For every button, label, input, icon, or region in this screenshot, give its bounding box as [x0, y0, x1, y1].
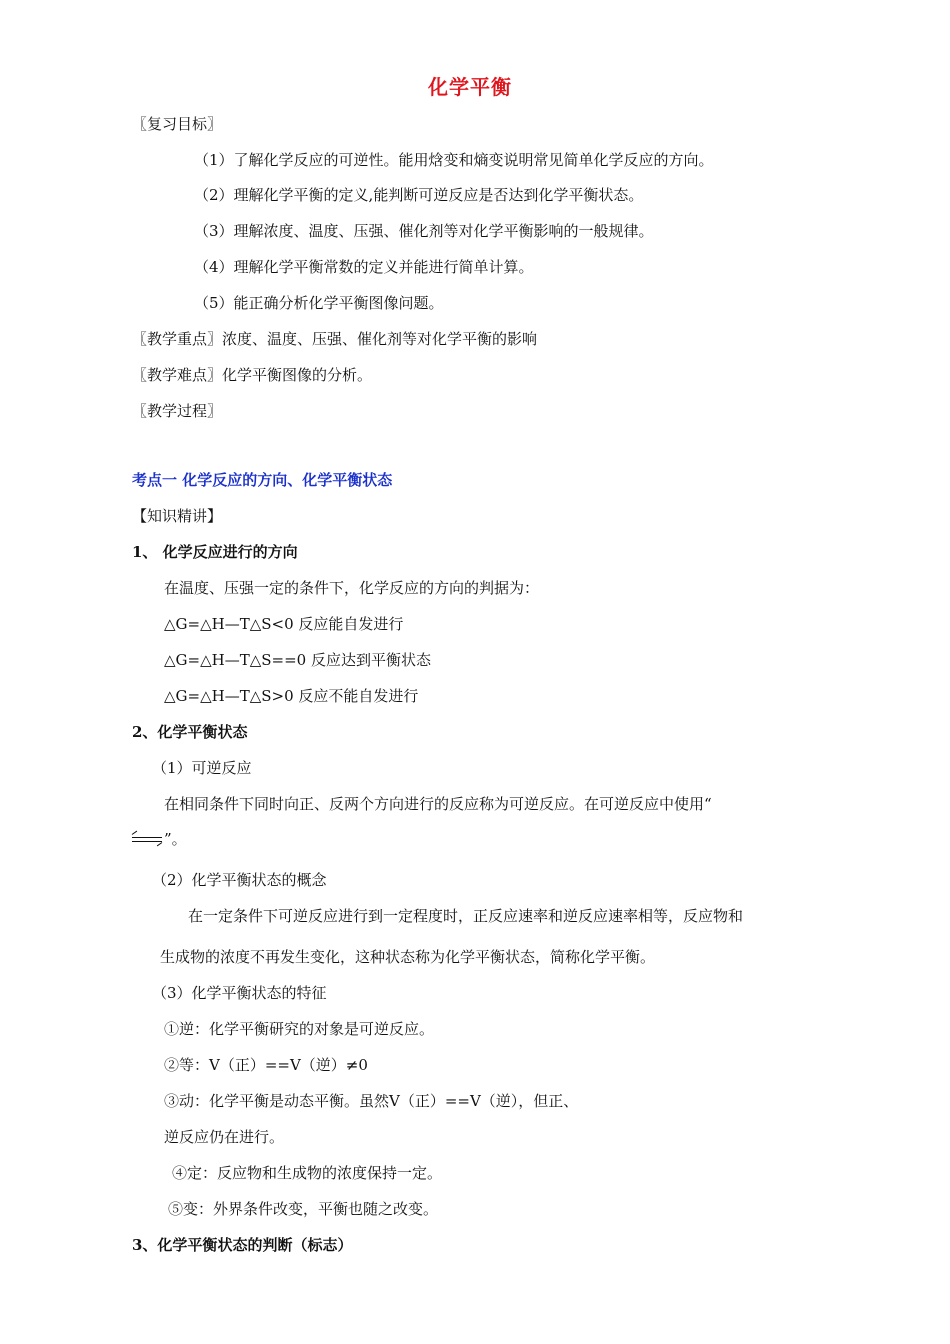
reversible-heading: （1）可逆反应 [152, 759, 252, 777]
teaching-focus: 〖教学重点〗浓度、温度、压强、催化剂等对化学平衡的影响 [132, 330, 538, 348]
feature-item: ④定：反应物和生成物的浓度保持一定。 [172, 1164, 443, 1182]
review-goal-item: （4）理解化学平衡常数的定义并能进行简单计算。 [194, 258, 534, 276]
gibbs-rule: △G=△H—T△S==0 反应达到平衡状态 [164, 651, 431, 669]
teaching-process: 〖教学过程〗 [132, 402, 223, 420]
equilibrium-arrow-icon [132, 835, 162, 845]
point2-heading: 2、化学平衡状态 [132, 723, 248, 741]
reversible-text-close: ”。 [164, 830, 187, 848]
review-goal-item: （3）理解浓度、温度、压强、催化剂等对化学平衡影响的一般规律。 [194, 222, 654, 240]
review-goals-heading: 〖复习目标〗 [132, 115, 223, 133]
teaching-difficulty: 〖教学难点〗化学平衡图像的分析。 [132, 366, 373, 384]
equilibrium-concept-heading: （2）化学平衡状态的概念 [152, 871, 327, 889]
gibbs-rule: △G=△H—T△S>0 反应不能自发进行 [164, 687, 419, 705]
point1-heading: 1、 化学反应进行的方向 [132, 543, 298, 561]
knowledge-heading: 【知识精讲】 [132, 507, 223, 525]
review-goal-item: （5）能正确分析化学平衡图像问题。 [194, 294, 444, 312]
gibbs-rule: △G=△H—T△S<0 反应能自发进行 [164, 615, 404, 633]
feature-item: ②等：V（正）==V（逆）≠0 [164, 1056, 368, 1074]
page-title: 化学平衡 [428, 75, 512, 99]
reversible-text: 在相同条件下同时向正、反两个方向进行的反应称为可逆反应。在可逆反应中使用“ [164, 795, 712, 813]
point1-intro: 在温度、压强一定的条件下，化学反应的方向的判据为： [164, 579, 540, 597]
review-goal-item: （1）了解化学反应的可逆性。能用焓变和熵变说明常见简单化学反应的方向。 [194, 151, 714, 169]
features-heading: （3）化学平衡状态的特征 [152, 984, 327, 1002]
equilibrium-concept-text: 生成物的浓度不再发生变化，这种状态称为化学平衡状态，简称化学平衡。 [160, 948, 656, 966]
equilibrium-concept-text: 在一定条件下可逆反应进行到一定程度时，正反应速率和逆反应速率相等，反应物和 [188, 907, 744, 925]
point3-heading: 3、化学平衡状态的判断（标志） [132, 1236, 353, 1254]
reversible-text-end [132, 829, 187, 849]
review-goal-item: （2）理解化学平衡的定义,能判断可逆反应是否达到化学平衡状态。 [194, 186, 644, 204]
feature-item: 逆反应仍在进行。 [164, 1128, 285, 1146]
feature-item: ③动：化学平衡是动态平衡。虽然V（正）==V（逆），但正、 [164, 1092, 579, 1110]
feature-item: ①逆：化学平衡研究的对象是可逆反应。 [164, 1020, 435, 1038]
section1-heading: 考点一 化学反应的方向、化学平衡状态 [132, 471, 393, 489]
feature-item: ⑤变：外界条件改变，平衡也随之改变。 [168, 1200, 439, 1218]
